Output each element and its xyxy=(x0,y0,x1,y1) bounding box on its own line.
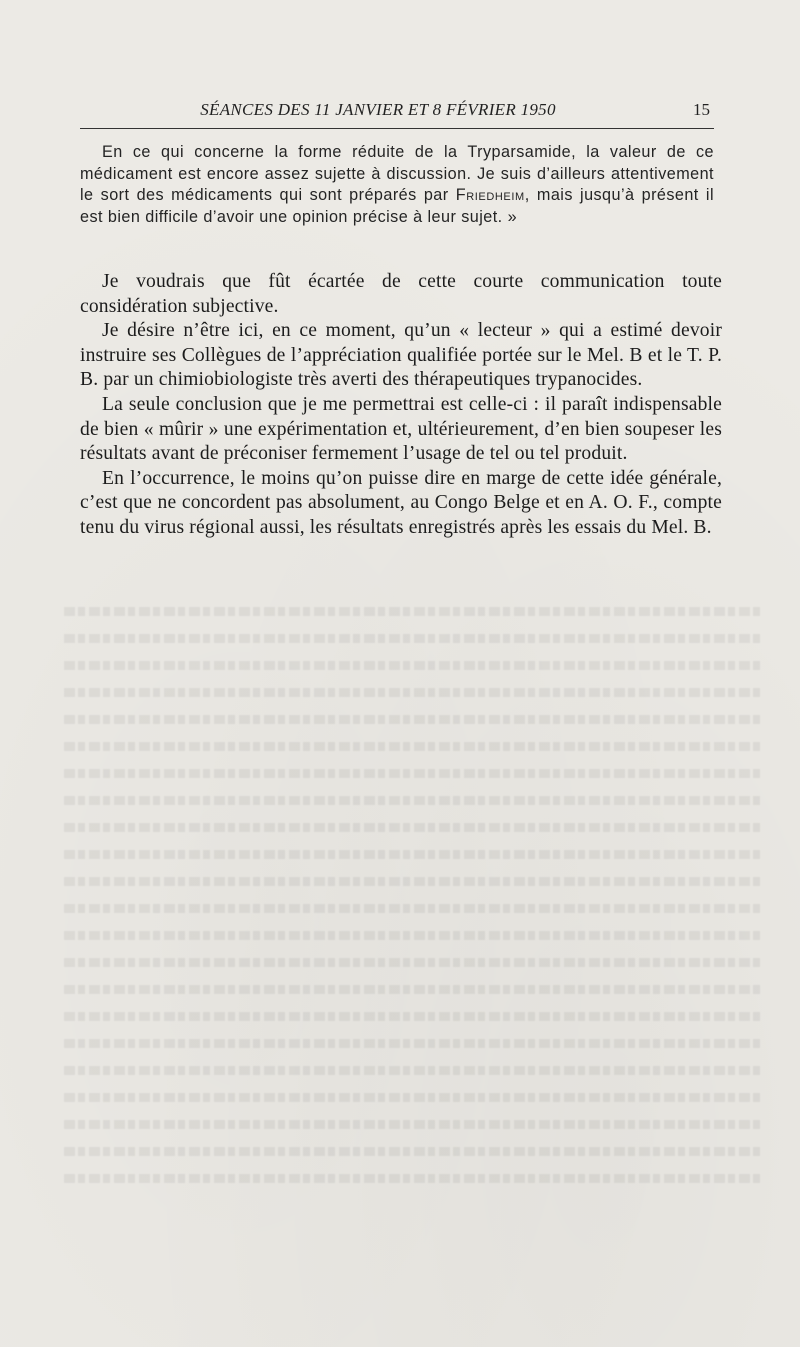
texture-line xyxy=(60,735,760,758)
header-rule xyxy=(80,128,714,129)
quoted-passage xyxy=(80,142,714,228)
texture-line xyxy=(60,816,760,839)
quote-text-part1: En ce qui concerne la forme réduite de la Tryparsamide, la valeur de ce médicament est encore assez sujette à discussion. Je suis d’ailleurs attentivement le sort des médicaments qui sont préparés par xyxy=(80,143,714,204)
quote-text-part2: , mais jusqu’à présent il est bien difficile d’avoir une opinion précise à leur sujet. » xyxy=(80,186,714,226)
author-name-friedheim: Friedheim xyxy=(455,186,525,204)
texture-line xyxy=(60,1059,760,1082)
paragraph-2: Je désire n’être ici, en ce moment, qu’un « lecteur » qui a estimé devoir instruire ses Collègues de l’appréciation qualifiée portée sur le Mel. B et le T. P. B. par un chimiobiologiste très averti des thérapeutiques trypanocides. xyxy=(80,320,722,391)
texture-line xyxy=(60,654,760,677)
texture-line xyxy=(60,1113,760,1136)
paragraph-3: La seule conclusion que je me permettrai est celle-ci : il paraît indispensable de bien « mûrir » une expérimentation et, ultérieurement, d’en bien soupeser les résultats avant de préconiser fermement l’usage de tel ou tel produit. xyxy=(80,393,722,465)
main-text xyxy=(80,270,722,541)
page-number: 15 xyxy=(693,100,710,119)
texture-line xyxy=(60,708,760,731)
texture-line xyxy=(60,1140,760,1163)
texture-line xyxy=(60,897,760,920)
texture-line xyxy=(60,843,760,866)
running-head: SÉANCES DES 11 JANVIER ET 8 FÉVRIER 1950 xyxy=(200,100,556,119)
texture-line xyxy=(60,789,760,812)
texture-line xyxy=(60,1032,760,1055)
show-through-texture xyxy=(60,600,760,1240)
texture-line xyxy=(60,762,760,785)
texture-line xyxy=(60,1167,760,1190)
texture-line xyxy=(60,1086,760,1109)
texture-line xyxy=(60,924,760,947)
texture-line xyxy=(60,870,760,893)
texture-line xyxy=(60,1005,760,1028)
paragraph-1: Je voudrais que fût écartée de cette courte communication toute considération subjective. xyxy=(80,271,722,317)
texture-line xyxy=(60,681,760,704)
quote-paragraph xyxy=(80,142,714,228)
texture-line xyxy=(60,951,760,974)
texture-line xyxy=(60,600,760,623)
page-header xyxy=(78,100,714,122)
texture-line xyxy=(60,978,760,1001)
paragraph-4: En l’occurrence, le moins qu’on puisse dire en marge de cette idée générale, c’est que ne concordent pas absolument, au Congo Belge et en A. O. F., compte tenu du virus régional aussi, les résultats enregistrés après les essais du Mel. B. xyxy=(80,467,722,538)
texture-line xyxy=(60,627,760,650)
